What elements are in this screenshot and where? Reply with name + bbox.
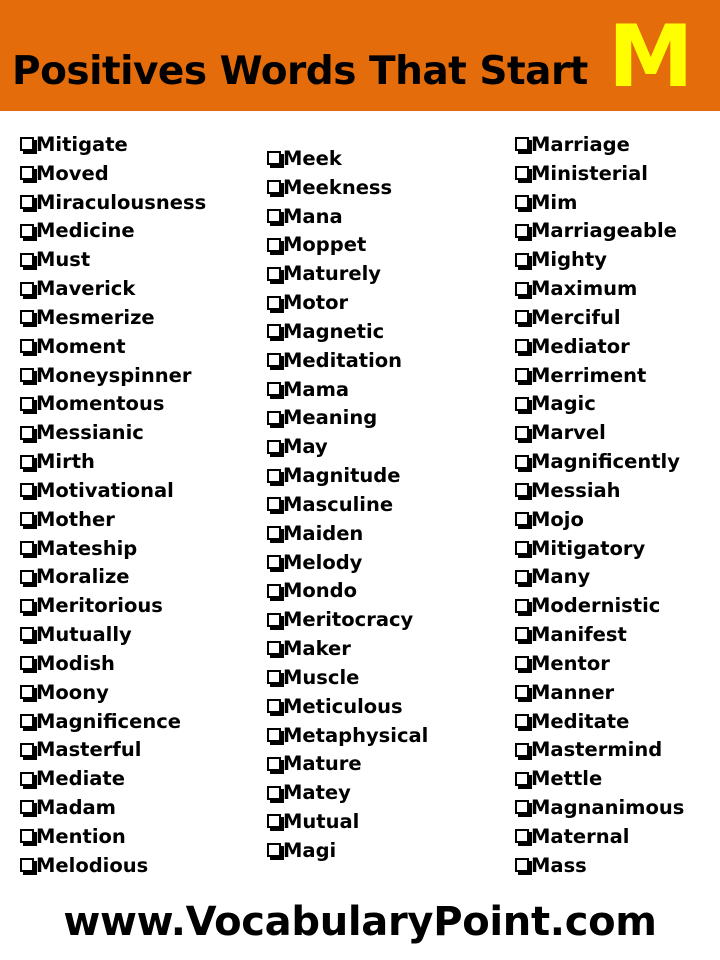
word-label: Mention: [36, 824, 126, 848]
checkbox-icon: [20, 195, 34, 209]
word-label: Meekness: [283, 175, 393, 199]
word-list-item: [515, 160, 684, 189]
checkbox-icon: [267, 613, 281, 627]
checkbox-icon: [20, 426, 34, 440]
checkbox-icon: [515, 570, 529, 584]
word-list-item: [515, 246, 684, 275]
word-list-item: [267, 145, 428, 174]
word-list-item: [267, 520, 428, 549]
checkbox-icon: [20, 772, 34, 786]
word-label: Magnificently: [531, 450, 680, 474]
word-list-item: [515, 275, 684, 304]
word-label: Mateship: [36, 536, 138, 560]
word-label: Must: [36, 248, 91, 272]
word-label: Mesmerize: [36, 305, 155, 329]
checkbox-icon: [515, 282, 529, 296]
page-title: Positives Words That Start: [12, 49, 588, 94]
word-list-item: [267, 404, 428, 433]
checkbox-icon: [20, 685, 34, 699]
word-label: Marriageable: [531, 219, 677, 243]
word-list-item: [267, 289, 428, 318]
checkbox-icon: [20, 368, 34, 382]
word-label: Maturely: [283, 262, 382, 286]
word-list-item: [267, 808, 428, 837]
word-list-item: [515, 390, 684, 419]
word-list-item: [267, 779, 428, 808]
word-list-item: [20, 679, 206, 708]
word-label: Melody: [283, 550, 363, 574]
word-list-item: [515, 852, 684, 881]
word-label: Modish: [36, 651, 115, 675]
word-label: Mana: [283, 204, 343, 228]
word-label: Meticulous: [283, 694, 403, 718]
word-list-item: [20, 275, 206, 304]
checkbox-icon: [515, 166, 529, 180]
checkbox-icon: [20, 743, 34, 757]
checkbox-icon: [515, 800, 529, 814]
checkbox-icon: [20, 599, 34, 613]
checkbox-icon: [267, 209, 281, 223]
word-list-item: [515, 131, 684, 160]
word-label: Mim: [531, 190, 578, 214]
word-label: Melodious: [36, 853, 149, 877]
checkbox-icon: [267, 786, 281, 800]
checkbox-icon: [20, 512, 34, 526]
checkbox-icon: [515, 253, 529, 267]
checkbox-icon: [515, 455, 529, 469]
word-list-item: [267, 491, 428, 520]
word-list-item: [20, 823, 206, 852]
word-label: Mastermind: [531, 738, 663, 762]
word-label: Marvel: [531, 421, 606, 445]
word-label: May: [283, 435, 328, 459]
word-label: Maternal: [531, 824, 630, 848]
checkbox-icon: [20, 310, 34, 324]
checkbox-icon: [515, 426, 529, 440]
checkbox-icon: [20, 397, 34, 411]
word-list-item: [20, 765, 206, 794]
word-list-item: [515, 794, 684, 823]
checkbox-icon: [267, 180, 281, 194]
word-list-item: [515, 333, 684, 362]
checkbox-icon: [20, 656, 34, 670]
word-list-item: [267, 693, 428, 722]
word-label: Miraculousness: [36, 190, 207, 214]
word-list-item: [20, 852, 206, 881]
checkbox-icon: [267, 526, 281, 540]
checkbox-icon: [20, 339, 34, 353]
word-label: Mojo: [531, 507, 584, 531]
word-label: Messiah: [531, 478, 621, 502]
word-list-item: [20, 592, 206, 621]
checkbox-icon: [20, 714, 34, 728]
word-label: Masterful: [36, 738, 142, 762]
word-list-item: [515, 679, 684, 708]
word-label: Manner: [531, 680, 615, 704]
checkbox-icon: [20, 483, 34, 497]
checkbox-icon: [515, 397, 529, 411]
word-label: Meritocracy: [283, 608, 414, 632]
word-label: Merciful: [531, 305, 621, 329]
word-label: Mitigate: [36, 133, 128, 156]
word-list-item: [267, 318, 428, 347]
word-label: Masculine: [283, 492, 394, 516]
word-label: Muscle: [283, 665, 360, 689]
word-label: Magi: [283, 838, 337, 862]
word-list-item: [267, 549, 428, 578]
checkbox-icon: [515, 368, 529, 382]
word-list-item: [515, 765, 684, 794]
checkbox-icon: [267, 238, 281, 252]
checkbox-icon: [515, 685, 529, 699]
highlight-letter: M: [608, 7, 694, 107]
checkbox-icon: [515, 627, 529, 641]
checkbox-icon: [20, 282, 34, 296]
word-label: Moppet: [283, 233, 367, 257]
word-label: Maverick: [36, 277, 136, 301]
checkbox-icon: [267, 324, 281, 338]
word-list-item: [267, 606, 428, 635]
word-list-item: [20, 736, 206, 765]
word-label: Momentous: [36, 392, 165, 416]
word-list-item: [515, 535, 684, 564]
word-list-item: [20, 160, 206, 189]
checkbox-icon: [267, 757, 281, 771]
word-list-item: [515, 650, 684, 679]
word-label: Moved: [36, 161, 109, 185]
checkbox-icon: [515, 195, 529, 209]
word-list-item: [267, 462, 428, 491]
checkbox-icon: [267, 469, 281, 483]
word-column-2: [267, 145, 428, 866]
word-list-item: [515, 563, 684, 592]
word-list-item: [20, 333, 206, 362]
word-list-item: [20, 621, 206, 650]
word-label: Mighty: [531, 248, 607, 272]
checkbox-icon: [20, 224, 34, 238]
checkbox-icon: [267, 584, 281, 598]
checkbox-icon: [515, 512, 529, 526]
word-label: Mature: [283, 752, 362, 776]
word-label: Maiden: [283, 521, 364, 545]
word-label: Madam: [36, 796, 116, 820]
word-label: Meek: [283, 147, 342, 170]
word-list-item: [515, 304, 684, 333]
word-list-item: [267, 376, 428, 405]
word-label: Meaning: [283, 406, 378, 430]
checkbox-icon: [267, 555, 281, 569]
word-list-item: [20, 390, 206, 419]
word-list-item: [515, 217, 684, 246]
word-label: Medicine: [36, 219, 135, 243]
word-label: Moment: [36, 334, 126, 358]
checkbox-icon: [267, 497, 281, 511]
checkbox-icon: [20, 166, 34, 180]
checkbox-icon: [20, 858, 34, 872]
checkbox-icon: [267, 267, 281, 281]
word-label: Magic: [531, 392, 596, 416]
word-list-item: [267, 231, 428, 260]
word-list-item: [267, 664, 428, 693]
checkbox-icon: [20, 455, 34, 469]
checkbox-icon: [267, 382, 281, 396]
word-label: Maker: [283, 637, 351, 661]
word-column-3: [515, 131, 684, 881]
word-label: Moony: [36, 680, 109, 704]
word-list-item: [267, 203, 428, 232]
checkbox-icon: [20, 800, 34, 814]
checkbox-icon: [515, 541, 529, 555]
word-list-item: [515, 592, 684, 621]
word-list-item: [20, 362, 206, 391]
word-list-item: [515, 448, 684, 477]
word-list-item: [20, 535, 206, 564]
checkbox-icon: [20, 253, 34, 267]
word-list-item: [515, 189, 684, 218]
word-label: Matey: [283, 781, 351, 805]
checkbox-icon: [515, 656, 529, 670]
word-label: Mediator: [531, 334, 630, 358]
word-list-item: [20, 217, 206, 246]
word-label: Meditate: [531, 709, 630, 733]
word-list-item: [267, 347, 428, 376]
word-list-item: [267, 837, 428, 866]
word-label: Many: [531, 565, 591, 589]
checkbox-icon: [515, 772, 529, 786]
word-label: Marriage: [531, 133, 630, 156]
word-column-1: [20, 131, 206, 881]
checkbox-icon: [20, 829, 34, 843]
word-list-item: [267, 635, 428, 664]
word-list-item: [20, 794, 206, 823]
word-list-item: [267, 577, 428, 606]
word-label: Mettle: [531, 767, 603, 791]
word-list-item: [20, 506, 206, 535]
checkbox-icon: [267, 728, 281, 742]
word-label: Magnificence: [36, 709, 181, 733]
word-list-item: [515, 362, 684, 391]
checkbox-icon: [267, 353, 281, 367]
checkbox-icon: [515, 310, 529, 324]
word-label: Magnitude: [283, 464, 401, 488]
word-list-item: [515, 621, 684, 650]
word-label: Messianic: [36, 421, 144, 445]
word-label: Meditation: [283, 348, 403, 372]
checkbox-icon: [20, 541, 34, 555]
word-label: Mother: [36, 507, 115, 531]
word-list-item: [20, 477, 206, 506]
word-label: Motor: [283, 291, 349, 315]
word-label: Moralize: [36, 565, 130, 589]
word-list-item: [515, 419, 684, 448]
word-list-item: [515, 506, 684, 535]
word-label: Mitigatory: [531, 536, 646, 560]
checkbox-icon: [20, 570, 34, 584]
word-list-item: [20, 304, 206, 333]
checkbox-icon: [267, 843, 281, 857]
word-list-item: [515, 708, 684, 737]
checkbox-icon: [515, 224, 529, 238]
word-label: Manifest: [531, 623, 627, 647]
word-label: Mass: [531, 853, 587, 877]
checkbox-icon: [267, 814, 281, 828]
word-label: Merriment: [531, 363, 647, 387]
header-banner: [0, 0, 720, 111]
checkbox-icon: [515, 714, 529, 728]
checkbox-icon: [267, 641, 281, 655]
word-list-item: [267, 722, 428, 751]
word-list-item: [267, 750, 428, 779]
word-label: Moneyspinner: [36, 363, 192, 387]
checkbox-icon: [515, 339, 529, 353]
word-list-item: [267, 260, 428, 289]
word-list-item: [515, 477, 684, 506]
word-list-item: [20, 708, 206, 737]
checkbox-icon: [267, 440, 281, 454]
checkbox-icon: [515, 599, 529, 613]
word-label: Motivational: [36, 478, 174, 502]
checkbox-icon: [267, 670, 281, 684]
checkbox-icon: [267, 411, 281, 425]
word-label: Mediate: [36, 767, 125, 791]
word-list-item: [267, 174, 428, 203]
word-list-item: [267, 433, 428, 462]
word-label: Mutually: [36, 623, 132, 647]
checkbox-icon: [20, 627, 34, 641]
word-list-item: [20, 448, 206, 477]
word-label: Mondo: [283, 579, 358, 603]
word-list-item: [515, 736, 684, 765]
word-list-item: [20, 419, 206, 448]
word-label: Metaphysical: [283, 723, 429, 747]
word-list-item: [20, 131, 206, 160]
checkbox-icon: [515, 829, 529, 843]
word-list-item: [20, 189, 206, 218]
word-label: Mentor: [531, 651, 610, 675]
checkbox-icon: [515, 858, 529, 872]
checkbox-icon: [267, 151, 281, 165]
word-list-item: [20, 563, 206, 592]
word-label: Magnanimous: [531, 796, 685, 820]
checkbox-icon: [515, 743, 529, 757]
word-list-item: [20, 246, 206, 275]
checkbox-icon: [515, 483, 529, 497]
word-list-item: [515, 823, 684, 852]
word-list-item: [20, 650, 206, 679]
checkbox-icon: [515, 137, 529, 151]
word-label: Magnetic: [283, 319, 385, 343]
word-label: Mama: [283, 377, 350, 401]
checkbox-icon: [20, 137, 34, 151]
checkbox-icon: [267, 296, 281, 310]
word-label: Mirth: [36, 450, 95, 474]
word-label: Maximum: [531, 277, 638, 301]
word-label: Mutual: [283, 810, 360, 834]
word-label: Meritorious: [36, 594, 163, 618]
word-label: Modernistic: [531, 594, 661, 618]
checkbox-icon: [267, 699, 281, 713]
website-url: www.VocabularyPoint.com: [63, 899, 657, 945]
word-label: Ministerial: [531, 161, 648, 185]
